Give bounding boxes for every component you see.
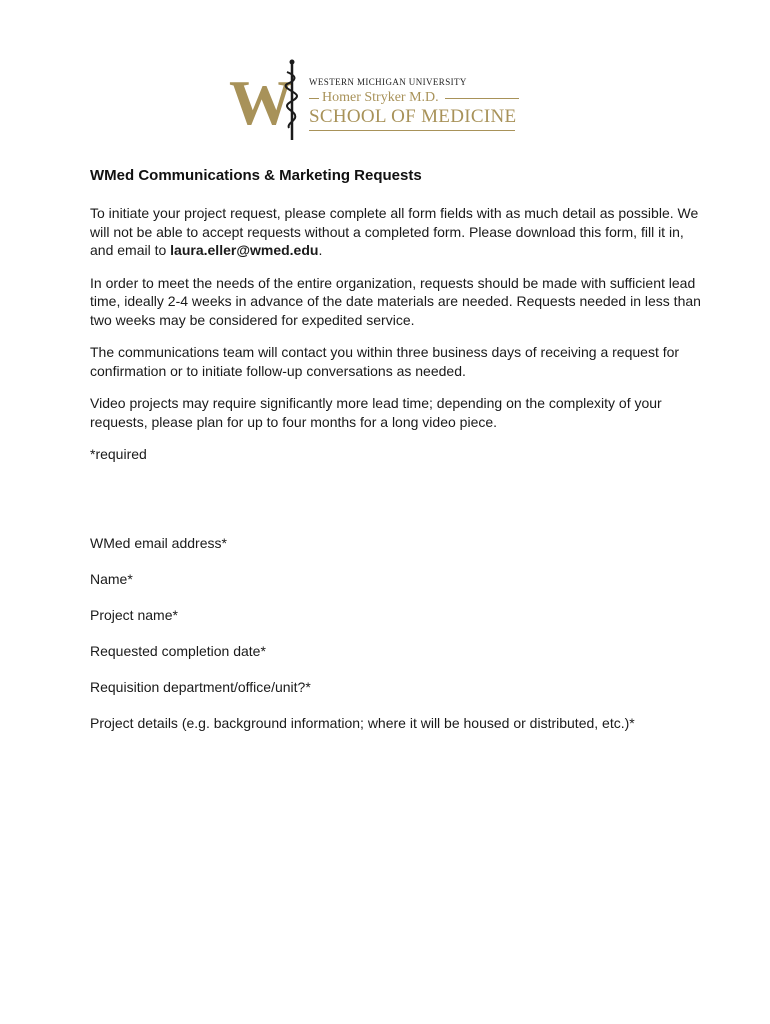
video-paragraph: Video projects may require significantly more lead time; depending on the complexity of your requests, please plan for up to four months for a long video piece. [90, 395, 662, 430]
intro-end: . [318, 242, 323, 258]
field-completion-date-label: Requested completion date* [90, 642, 266, 659]
contact-email[interactable]: laura.eller@wmed.edu [170, 242, 319, 258]
logo-w-letter: W [229, 67, 291, 138]
logo-rule [445, 98, 519, 99]
intro-text: To initiate your project request, please complete all form fields with as much detail as possible. We will not be able to accept requests without a completed form. Please download this form, fill it in, and email to [90, 205, 699, 258]
document-body [90, 166, 710, 750]
field-name-label: Name* [90, 570, 133, 587]
logo-rule [309, 130, 515, 131]
logo-stryker-row [309, 90, 519, 106]
logo-school: SCHOOL OF MEDICINE [309, 106, 517, 127]
page-title: WMed Communications & Marketing Requests [90, 167, 422, 184]
wmed-logo [229, 58, 519, 142]
intro-paragraph [90, 204, 710, 260]
field-email-label: WMed email address* [90, 534, 227, 551]
field-details-label: Project details (e.g. background information; where it will be housed or distributed, etc.)* [90, 714, 635, 731]
logo-wordmark [309, 76, 519, 131]
rod-of-asclepius-icon [283, 58, 301, 142]
field-department-label: Requisition department/office/unit?* [90, 678, 311, 695]
logo-university: WESTERN MICHIGAN UNIVERSITY [309, 77, 467, 87]
required-note: *required [90, 446, 147, 462]
lead-time-paragraph: In order to meet the needs of the entire organization, requests should be made with sufficient lead time, ideally 2-4 weeks in advance of the date materials are needed. Requests needed in less than two weeks may be considered for expedited service. [90, 274, 701, 328]
field-project-name-label: Project name* [90, 606, 178, 623]
contact-paragraph: The communications team will contact you within three business days of receiving a request for confirmation or to initiate follow-up conversations as needed. [90, 344, 680, 379]
logo-rule [309, 98, 319, 99]
logo-stryker: Homer Stryker M.D. [322, 90, 439, 105]
